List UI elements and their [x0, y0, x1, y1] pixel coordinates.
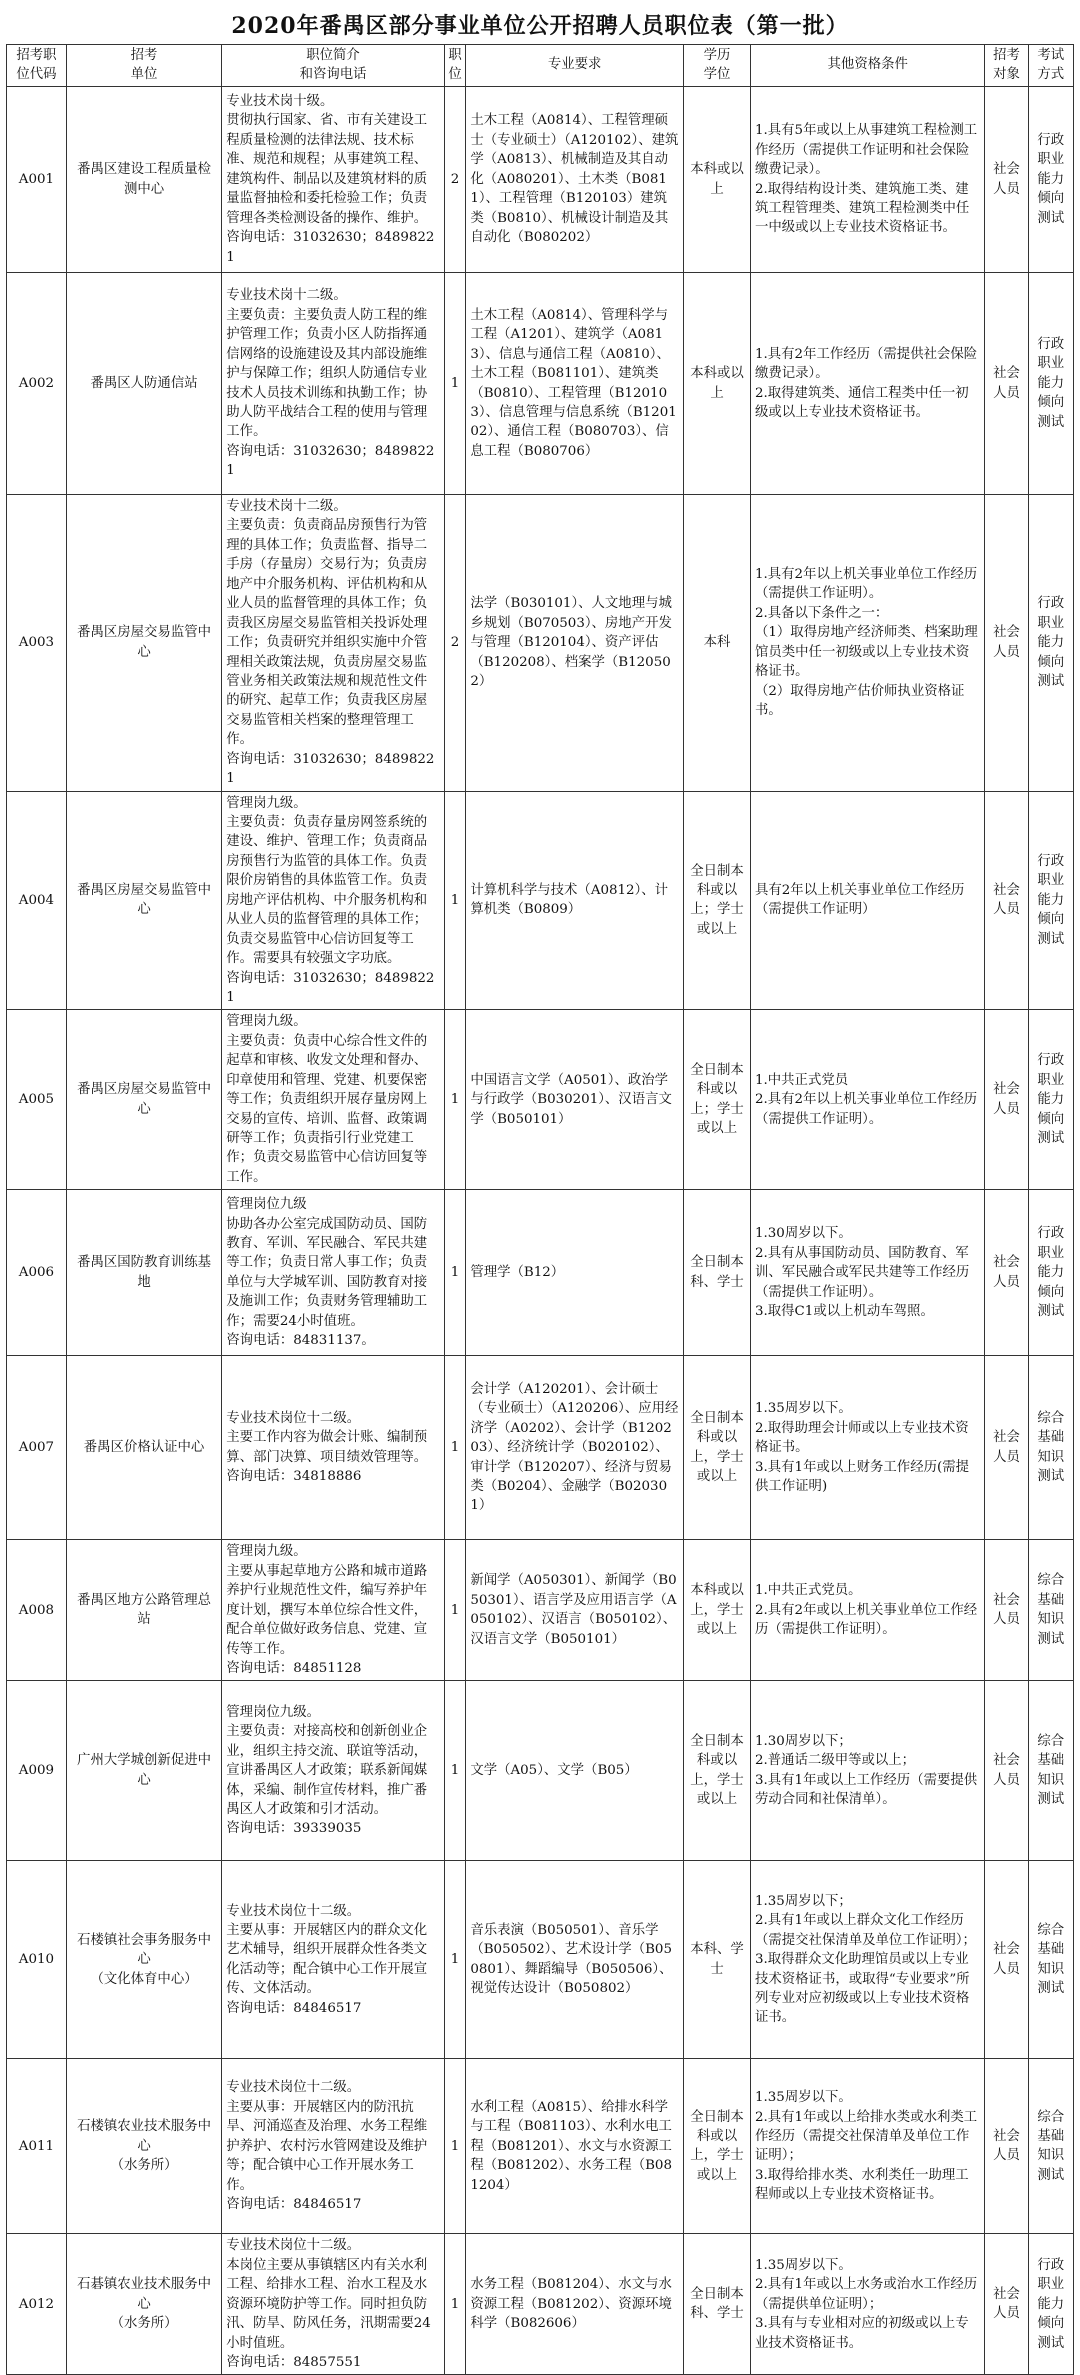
cell-edu: 本科或以上 [684, 87, 751, 273]
cell-major: 会计学（A120201）、会计硕士（专业硕士）（A120206）、应用经济学（A0202）、会计学（B120203）、经济统计学（B020102）、审计学（B120207）、经济与贸易类（B0204）、金融学（B020301） [466, 1356, 684, 1540]
cell-code: A012 [7, 2234, 67, 2375]
cell-desc: 管理岗位九级。 主要负责：对接高校和创新创业企业，组织主持交流、联谊等活动，宣讲番禺区人才政策；联系新闻媒体，采编、制作宣传材料，推广番禺区人才政策和引才活动。 咨询电话：39339035 [222, 1681, 444, 1861]
cell-exam: 综合基础知识测试 [1028, 1861, 1074, 2059]
table-row [7, 495, 1074, 792]
cell-code: A005 [7, 1010, 67, 1190]
cell-exam: 综合基础知识测试 [1028, 1681, 1074, 1861]
cell-major: 土木工程（A0814）、工程管理硕士（专业硕士）（A120102）、建筑学（A0813）、机械制造及其自动化（A080201）、土木类（B0811）、工程管理（B120103）建筑类（B0810）、机械设计制造及其自动化（B080202） [466, 87, 684, 273]
cell-unit: 番禺区建设工程质量检测中心 [66, 87, 222, 273]
cell-other: 1.具有5年或以上从事建筑工程检测工作经历（需提供工作证明和社会保险缴费记录）。 2.取得结构设计类、建筑施工类、建筑工程管理类、建筑工程检测类中任一中级或以上专业技术资格证书。 [751, 87, 985, 273]
cell-exam: 综合基础知识测试 [1028, 1540, 1074, 1681]
header-major: 专业要求 [466, 45, 684, 87]
cell-exam: 行政职业能力倾向测试 [1028, 495, 1074, 792]
cell-edu: 全日制本科或以上；学士或以上 [684, 791, 751, 1010]
header-exam: 考试 方式 [1028, 45, 1074, 87]
cell-edu: 全日制本科或以上，学士或以上 [684, 1356, 751, 1540]
header-edu: 学历 学位 [684, 45, 751, 87]
cell-major: 中国语言文学（A0501）、政治学与行政学（B030201）、汉语言文学（B050101） [466, 1010, 684, 1190]
cell-other: 1.中共正式党员。 2.具有2年或以上机关事业单位工作经历（需提供工作证明）。 [751, 1540, 985, 1681]
cell-exam: 行政职业能力倾向测试 [1028, 273, 1074, 495]
cell-exam: 综合基础知识测试 [1028, 2059, 1074, 2234]
cell-desc: 专业技术岗位十二级。 主要工作内容为做会计账、编制预算、部门决算、项目绩效管理等。 咨询电话：34818886 [222, 1356, 444, 1540]
table-row [7, 2234, 1074, 2375]
cell-target: 社会人员 [985, 791, 1028, 1010]
cell-unit: 番禺区人防通信站 [66, 273, 222, 495]
cell-code: A008 [7, 1540, 67, 1681]
cell-other: 1.35周岁以下。 2.具有1年或以上给排水类或水利类工作经历（需提交社保清单及单位工作证明）； 3.取得给排水类、水利类任一助理工程师或以上专业技术资格证书。 [751, 2059, 985, 2234]
cell-other: 1.30周岁以下； 2.普通话二级甲等或以上； 3.具有1年或以上工作经历（需要提供劳动合同和社保清单）。 [751, 1681, 985, 1861]
header-other: 其他资格条件 [751, 45, 985, 87]
table-row [7, 791, 1074, 1010]
cell-target: 社会人员 [985, 1010, 1028, 1190]
table-row [7, 87, 1074, 273]
cell-major: 新闻学（A050301）、新闻学（B050301）、语言学及应用语言学（A050102）、汉语言（B050102）、汉语言文学（B050101） [466, 1540, 684, 1681]
cell-num: 1 [444, 1190, 466, 1356]
cell-other: 1.35周岁以下。 2.取得助理会计师或以上专业技术资格证书。 3.具有1年或以上财务工作经历(需提供工作证明) [751, 1356, 985, 1540]
cell-other: 1.30周岁以下。 2.具有从事国防动员、国防教育、军训、军民融合或军民共建等工作经历（需提供工作证明）。 3.取得C1或以上机动车驾照。 [751, 1190, 985, 1356]
cell-other: 1.35周岁以下。 2.具有1年或以上水务或治水工作经历（需提供单位证明）； 3.具有与专业相对应的初级或以上专业技术资格证书。 [751, 2234, 985, 2375]
cell-edu: 本科或以上 [684, 273, 751, 495]
cell-unit: 石楼镇农业技术服务中心 （水务所） [66, 2059, 222, 2234]
cell-target: 社会人员 [985, 1540, 1028, 1681]
cell-unit: 番禺区房屋交易监管中心 [66, 1010, 222, 1190]
cell-unit: 石楼镇社会事务服务中心 （文化体育中心） [66, 1861, 222, 2059]
cell-num: 1 [444, 1010, 466, 1190]
cell-num: 1 [444, 1681, 466, 1861]
cell-unit: 石碁镇农业技术服务中心 （水务所） [66, 2234, 222, 2375]
cell-exam: 行政职业能力倾向测试 [1028, 1190, 1074, 1356]
cell-desc: 管理岗九级。 主要从事起草地方公路和城市道路养护行业规范性文件，编写养护年度计划，撰写本单位综合性文件，配合单位做好政务信息、党建、宣传等工作。 咨询电话：84851128 [222, 1540, 444, 1681]
header-target: 招考 对象 [985, 45, 1028, 87]
cell-major: 法学（B030101）、人文地理与城乡规划（B070503）、房地产开发与管理（B120104）、资产评估（B120208）、档案学（B120502） [466, 495, 684, 792]
table-row [7, 1861, 1074, 2059]
cell-unit: 番禺区价格认证中心 [66, 1356, 222, 1540]
header-row [7, 45, 1074, 87]
cell-unit: 广州大学城创新促进中心 [66, 1681, 222, 1861]
cell-unit: 番禺区房屋交易监管中心 [66, 791, 222, 1010]
cell-other: 1.中共正式党员 2.具有2年以上机关事业单位工作经历（需提供工作证明）。 [751, 1010, 985, 1190]
page-title: 2020年番禺区部分事业单位公开招聘人员职位表（第一批） [231, 13, 849, 39]
cell-other: 1.35周岁以下； 2.具有1年或以上群众文化工作经历（需提交社保清单及单位工作证明）； 3.取得群众文化助理馆员或以上专业技术资格证书，或取得“专业要求”所列专业对应初级或以上专业技术资格证书。 [751, 1861, 985, 2059]
cell-code: A007 [7, 1356, 67, 1540]
cell-exam: 行政职业能力倾向测试 [1028, 791, 1074, 1010]
cell-target: 社会人员 [985, 2234, 1028, 2375]
cell-unit: 番禺区房屋交易监管中心 [66, 495, 222, 792]
cell-num: 2 [444, 87, 466, 273]
table-row [7, 1190, 1074, 1356]
cell-target: 社会人员 [985, 87, 1028, 273]
cell-exam: 行政职业能力倾向测试 [1028, 2234, 1074, 2375]
cell-desc: 管理岗九级。 主要负责：负责存量房网签系统的建设、维护、管理工作；负责商品房预售行为监管的具体工作。负责限价房销售的具体监管工作。负责房地产评估机构、中介服务机构和从业人员的监督管理的具体工作；负责交易监管中心信访回复等工作。需要具有较强文字功底。 咨询电话：31032630；84898221 [222, 791, 444, 1010]
cell-desc: 管理岗位九级 协助各办公室完成国防动员、国防教育、军训、军民融合、军民共建等工作；负责日常人事工作；负责单位与大学城军训、国防教育对接及施训工作；负责财务管理辅助工作；需要24小时值班。 咨询电话：84831137。 [222, 1190, 444, 1356]
job-table [6, 44, 1074, 2375]
cell-edu: 本科或以上，学士或以上 [684, 1540, 751, 1681]
cell-code: A004 [7, 791, 67, 1010]
cell-desc: 专业技术岗位十二级。 本岗位主要从事镇辖区内有关水利工程、给排水工程、治水工程及水资源环境防护等工作。同时担负防汛、防旱、防风任务，汛期需要24小时值班。 咨询电话：84857551 [222, 2234, 444, 2375]
cell-edu: 全日制本科或以上，学士或以上 [684, 1681, 751, 1861]
header-desc: 职位简介 和咨询电话 [222, 45, 444, 87]
cell-code: A002 [7, 273, 67, 495]
cell-num: 1 [444, 1861, 466, 2059]
cell-target: 社会人员 [985, 1190, 1028, 1356]
cell-major: 音乐表演（B050501）、音乐学（B050502）、艺术设计学（B050801）、舞蹈编导（B050506）、视觉传达设计（B050802） [466, 1861, 684, 2059]
cell-code: A001 [7, 87, 67, 273]
cell-desc: 专业技术岗位十二级。 主要从事：开展辖区内的群众文化艺术辅导，组织开展群众性各类文化活动等；配合镇中心工作开展宣传、文体活动。 咨询电话：84846517 [222, 1861, 444, 2059]
cell-exam: 综合基础知识测试 [1028, 1356, 1074, 1540]
cell-other: 具有2年以上机关事业单位工作经历（需提供工作证明） [751, 791, 985, 1010]
cell-major: 水务工程（B081204）、水文与水资源工程（B081202）、资源环境科学（B082606） [466, 2234, 684, 2375]
cell-num: 1 [444, 1540, 466, 1681]
cell-code: A003 [7, 495, 67, 792]
cell-unit: 番禺区地方公路管理总站 [66, 1540, 222, 1681]
cell-code: A006 [7, 1190, 67, 1356]
header-num: 职 位 [444, 45, 466, 87]
table-row [7, 1010, 1074, 1190]
table-row [7, 2059, 1074, 2234]
cell-target: 社会人员 [985, 495, 1028, 792]
cell-other: 1.具有2年以上机关事业单位工作经历（需提供工作证明）。 2.具备以下条件之一： （1）取得房地产经济师类、档案助理馆员类中任一初级或以上专业技术资格证书。 （2）取得房地产估价师执业资格证书。 [751, 495, 985, 792]
cell-num: 1 [444, 1356, 466, 1540]
cell-major: 管理学（B12） [466, 1190, 684, 1356]
cell-num: 1 [444, 2059, 466, 2234]
cell-major: 水利工程（A0815）、给排水科学与工程（B081103）、水利水电工程（B081201）、水文与水资源工程（B081202）、水务工程（B081204） [466, 2059, 684, 2234]
table-row [7, 273, 1074, 495]
cell-desc: 专业技术岗十级。 贯彻执行国家、省、市有关建设工程质量检测的法律法规、技术标准、规范和规程；从事建筑工程、建筑构件、制品以及建筑材料的质量监督抽检和委托检验工作；负责管理各类检测设备的操作、维护。 咨询电话：31032630；84898221 [222, 87, 444, 273]
cell-exam: 行政职业能力倾向测试 [1028, 87, 1074, 273]
cell-target: 社会人员 [985, 273, 1028, 495]
cell-code: A011 [7, 2059, 67, 2234]
table-row [7, 1681, 1074, 1861]
cell-major: 计算机科学与技术（A0812）、计算机类（B0809） [466, 791, 684, 1010]
cell-major: 文学（A05）、文学（B05） [466, 1681, 684, 1861]
cell-edu: 全日制本科、学士 [684, 1190, 751, 1356]
cell-num: 1 [444, 791, 466, 1010]
cell-major: 土木工程（A0814）、管理科学与工程（A1201）、建筑学（A0813）、信息与通信工程（A0810）、土木工程（B081101）、建筑类（B0810）、工程管理（B120103）、信息管理与信息系统（B120102）、通信工程（B080703）、信息工程（B080706） [466, 273, 684, 495]
cell-desc: 管理岗九级。 主要负责：负责中心综合性文件的起草和审核、收发文处理和督办、印章使用和管理、党建、机要保密等工作；负责组织开展存量房网上交易的宣传、培训、监督、政策调研等工作；负责指引行业党建工作；负责交易监管中心信访回复等工作。 [222, 1010, 444, 1190]
header-code: 招考职 位代码 [7, 45, 67, 87]
cell-target: 社会人员 [985, 1356, 1028, 1540]
cell-edu: 本科 [684, 495, 751, 792]
cell-unit: 番禺区国防教育训练基地 [66, 1190, 222, 1356]
cell-target: 社会人员 [985, 1681, 1028, 1861]
cell-exam: 行政职业能力倾向测试 [1028, 1010, 1074, 1190]
table-row [7, 1356, 1074, 1540]
cell-desc: 专业技术岗十二级。 主要负责：负责商品房预售行为管理的具体工作；负责监督、指导二手房（存量房）交易行为；负责房地产中介服务机构、评估机构和从业人员的监督管理的具体工作；负责我区房屋交易监管相关投诉处理工作；负责研究并组织实施中介管理相关政策法规，负责房屋交易监管业务相关政策法规和规范性文件的研究、起草工作；负责我区房屋交易监管相关档案的整理管理工作。 咨询电话：31032630；84898221 [222, 495, 444, 792]
cell-desc: 专业技术岗十二级。 主要负责：主要负责人防工程的维护管理工作；负责小区人防指挥通信网络的设施建设及其内部设施维护与保障工作；组织人防通信专业技术人员技术训练和执勤工作；协助人防平战结合工程的使用与管理工作。 咨询电话：31032630；84898221 [222, 273, 444, 495]
cell-other: 1.具有2年工作经历（需提供社会保险缴费记录）。 2.取得建筑类、通信工程类中任一初级或以上专业技术资格证书。 [751, 273, 985, 495]
cell-target: 社会人员 [985, 1861, 1028, 2059]
cell-code: A010 [7, 1861, 67, 2059]
cell-edu: 全日制本科或以上，学士或以上 [684, 2059, 751, 2234]
cell-edu: 全日制本科或以上；学士或以上 [684, 1010, 751, 1190]
table-row [7, 1540, 1074, 1681]
cell-num: 1 [444, 2234, 466, 2375]
cell-code: A009 [7, 1681, 67, 1861]
cell-edu: 本科、学士 [684, 1861, 751, 2059]
cell-num: 1 [444, 273, 466, 495]
cell-edu: 全日制本科、学士 [684, 2234, 751, 2375]
cell-desc: 专业技术岗位十二级。 主要从事：开展辖区内的防汛抗旱、河涌巡查及治理、水务工程维护养护、农村污水管网建设及维护等；配合镇中心工作开展水务工作。 咨询电话：84846517 [222, 2059, 444, 2234]
cell-target: 社会人员 [985, 2059, 1028, 2234]
cell-num: 2 [444, 495, 466, 792]
header-unit: 招考 单位 [66, 45, 222, 87]
